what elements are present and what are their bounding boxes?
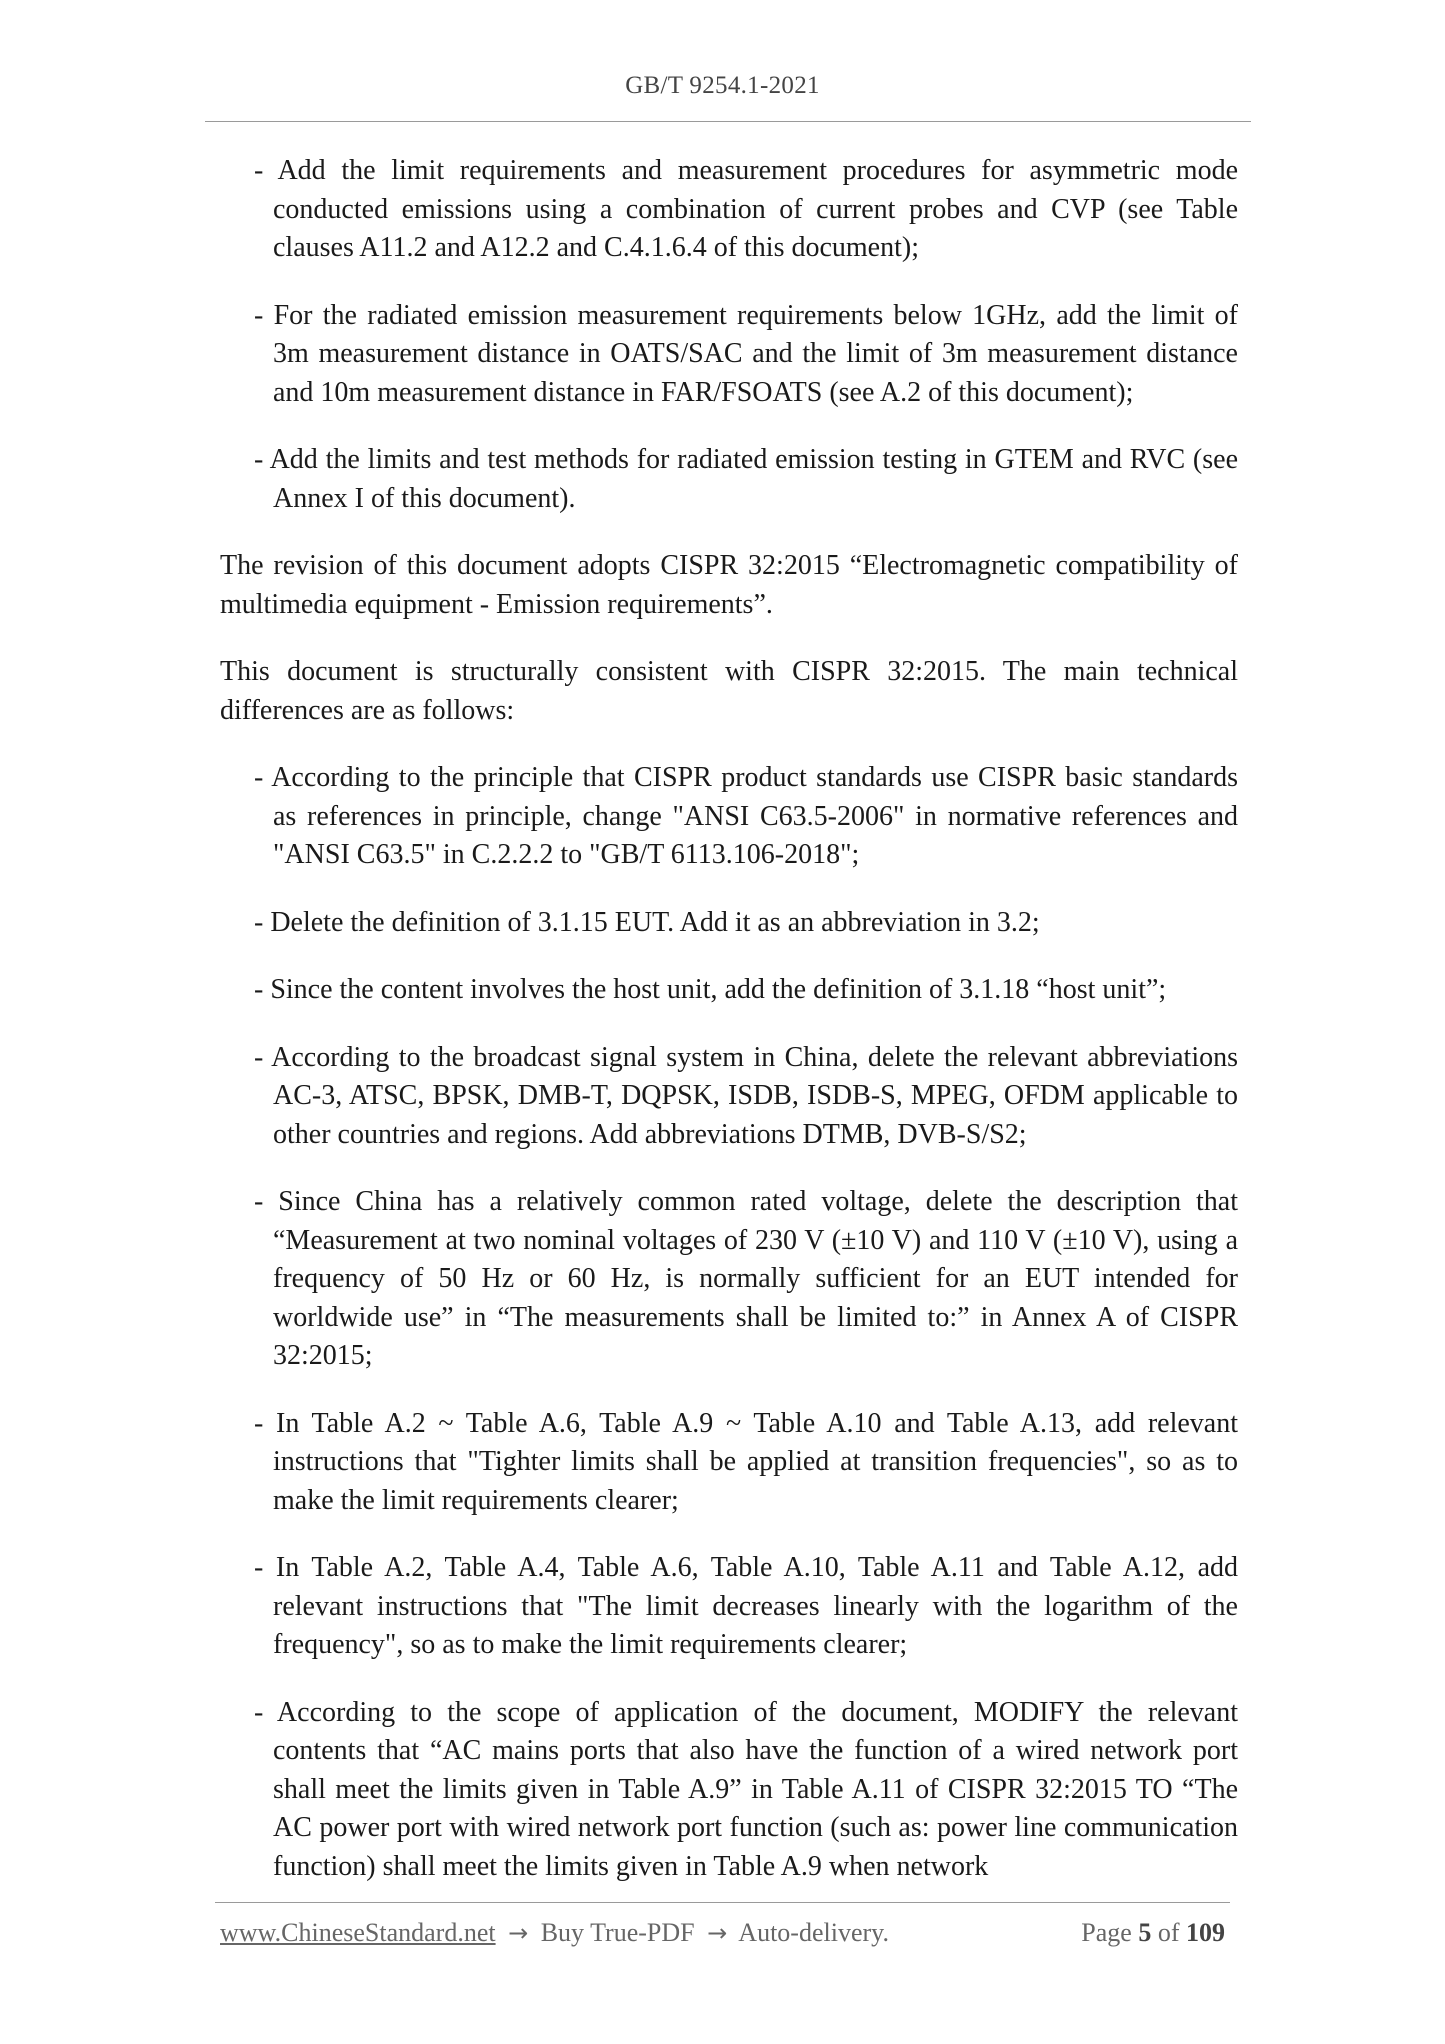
- list-item: - According to the broadcast signal system in China, delete the relevant abbreviations AC-3, ATSC, BPSK, DMB-T, DQPSK, ISDB, ISDB-S, MPEG, OFDM applicable to other countries and regions. Add abbreviations DTMB, DVB-S/S2;: [254, 1041, 1238, 1150]
- page-label: Page: [1081, 1918, 1132, 1947]
- arrow-right-icon: →: [707, 1919, 728, 1947]
- list-item: - According to the principle that CISPR product standards use CISPR basic standards as references in principle, change "ANSI C63.5-2006" in normative references and "ANSI C63.5" in C.2.2.2 to "GB/T 6113.106-2018";: [254, 762, 1238, 870]
- paragraph: This document is structurally consistent with CISPR 32:2015. The main technical differences are as follows:: [220, 656, 1238, 726]
- list-item: - For the radiated emission measurement requirements below 1GHz, add the limit of 3m measurement distance in OATS/SAC and the limit of 3m measurement distance and 10m measurement distance in FAR/FSOATS (see A.2 of this document);: [254, 299, 1238, 408]
- list-item: - In Table A.2, Table A.4, Table A.6, Table A.10, Table A.11 and Table A.12, add relevant instructions that "The limit decreases linearly with the logarithm of the frequency", so as to make the limit requirements clearer;: [254, 1552, 1238, 1660]
- list-item: - In Table A.2 ~ Table A.6, Table A.9 ~ Table A.10 and Table A.13, add relevant instructions that "Tighter limits shall be applied at transition frequencies", so as to make the limit requirements clearer;: [254, 1407, 1238, 1516]
- delivery-text: Auto-delivery.: [738, 1918, 889, 1947]
- page-header: [0, 72, 1445, 100]
- footer-divider: [215, 1902, 1230, 1903]
- list-item: - Since the content involves the host unit, add the definition of 3.1.18 “host unit”;: [254, 974, 1167, 1005]
- list-item: - Add the limit requirements and measurement procedures for asymmetric mode conducted emissions using a combination of current probes and CVP (see Table clauses A11.2 and A12.2 and C.4.1.6.4 of this document);: [254, 155, 1238, 263]
- list-item: - Add the limits and test methods for radiated emission testing in GTEM and RVC (see Annex I of this document).: [254, 444, 1238, 514]
- list-item: - Delete the definition of 3.1.15 EUT. Add it as an abbreviation in 3.2;: [254, 906, 1040, 938]
- total-pages: 109: [1186, 1918, 1225, 1947]
- header-divider: [205, 121, 1251, 122]
- page-counter: [1081, 1918, 1225, 1948]
- standard-id: GB/T 9254.1-2021: [625, 72, 820, 99]
- arrow-right-icon: →: [508, 1919, 529, 1947]
- list-item: - Since China has a relatively common rated voltage, delete the description that “Measurement at two nominal voltages of 230 V (±10 V) and 110 V (±10 V), using a frequency of 50 Hz or 60 Hz, is normally sufficient for an EUT intended for worldwide use” in “The measurements shall be limited to:” in Annex A of CISPR 32:2015;: [254, 1186, 1238, 1371]
- page-number: 5: [1138, 1918, 1152, 1947]
- footer-promo: [220, 1918, 889, 1948]
- paragraph: The revision of this document adopts CISPR 32:2015 “Electromagnetic compatibility of multimedia equipment - Emission requirements”.: [220, 550, 1238, 620]
- buy-text: Buy True-PDF: [540, 1918, 695, 1947]
- page-footer: [220, 1918, 1225, 1954]
- site-link[interactable]: www.ChineseStandard.net: [220, 1918, 496, 1947]
- document-body: [220, 152, 1238, 1915]
- of-label: of: [1157, 1918, 1180, 1947]
- list-item: - According to the scope of application of the document, MODIFY the relevant contents that “AC mains ports that also have the function of a wired network port shall meet the limits given in Table A.9” in Table A.11 of CISPR 32:2015 TO “The AC power port with wired network port function (such as: power line communication function) shall meet the limits given in Table A.9 when network: [254, 1696, 1238, 1882]
